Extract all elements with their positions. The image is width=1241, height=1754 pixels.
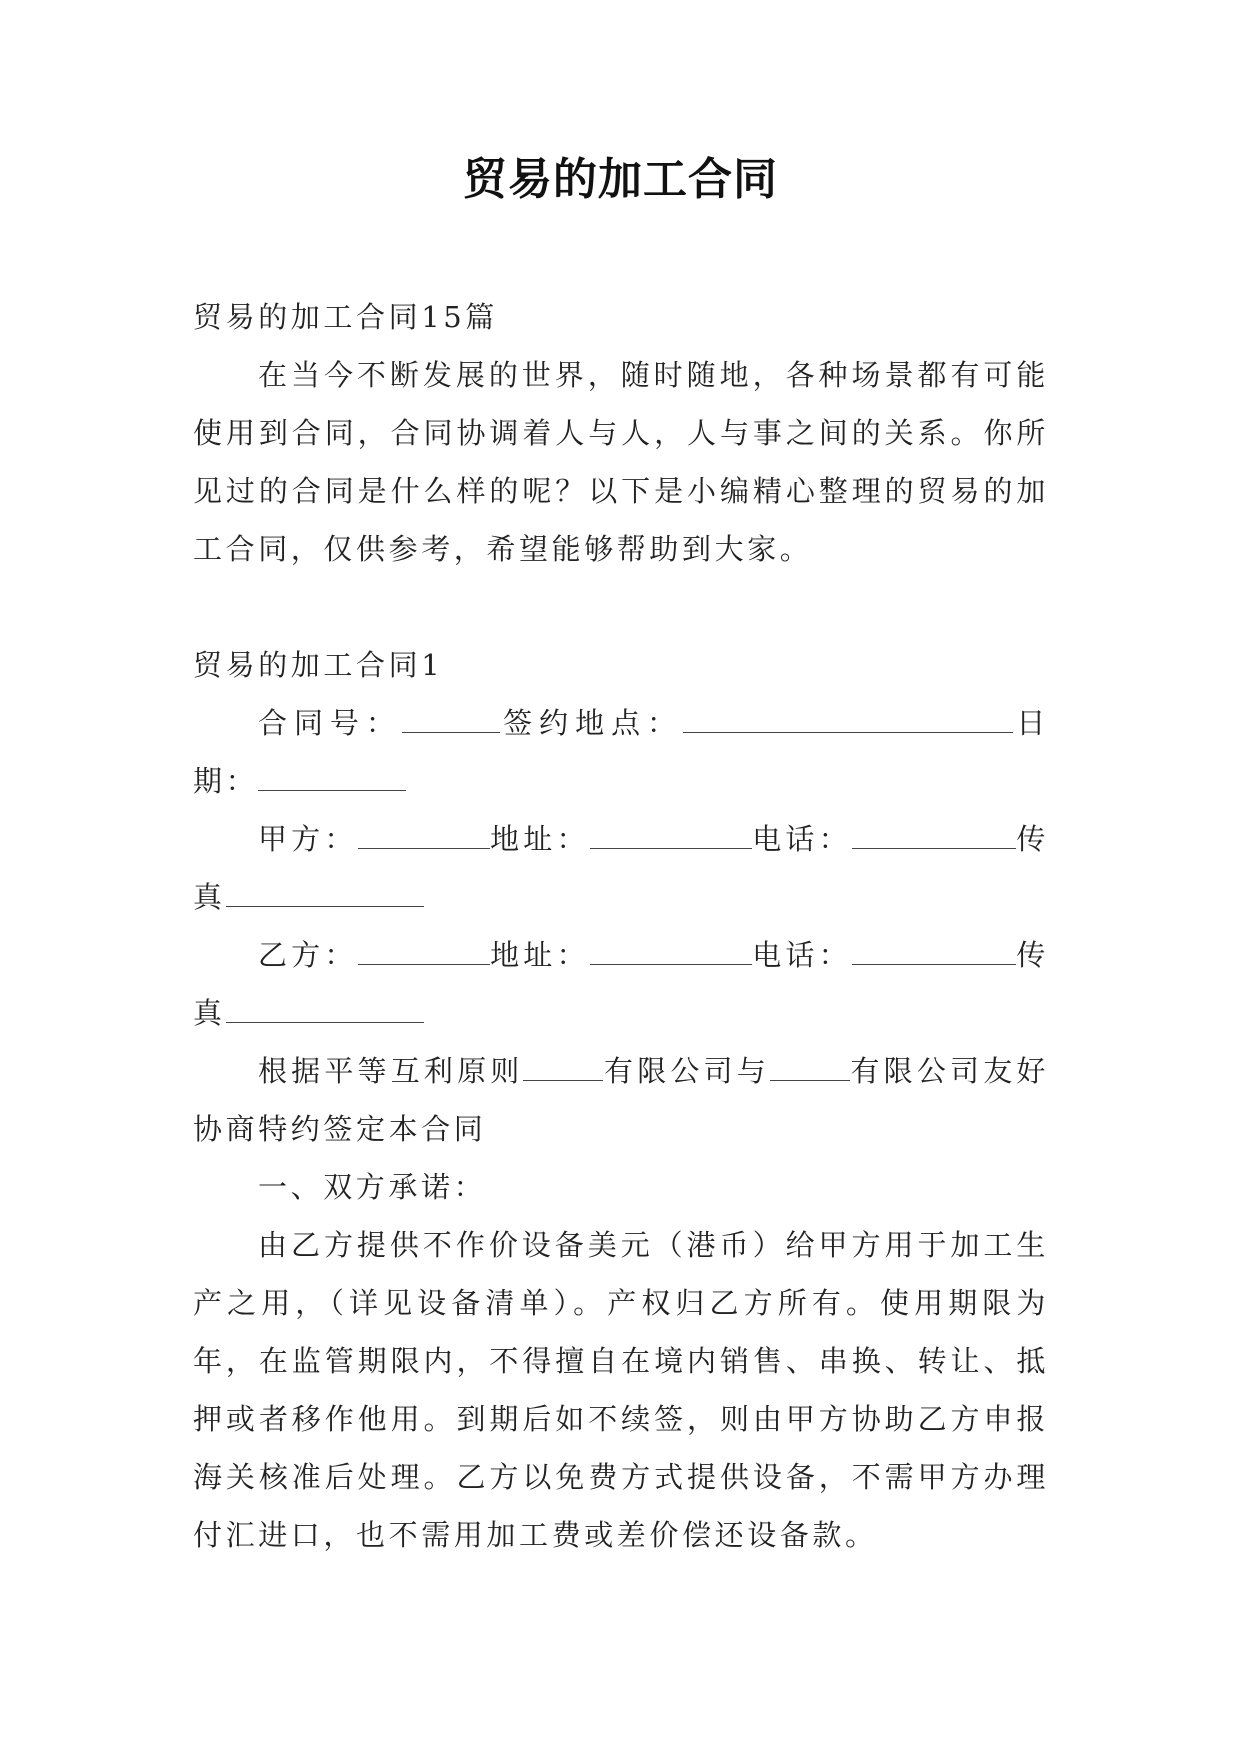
party-a-fax-label-part2: 真 xyxy=(193,880,226,914)
party-b-blank xyxy=(358,963,490,965)
document-body xyxy=(193,288,1049,1564)
basis-text-1: 根据平等互利原则 xyxy=(258,1054,524,1088)
party-b-fax-blank xyxy=(226,1021,424,1023)
date-blank xyxy=(258,789,406,791)
party-a-label: 甲方： xyxy=(258,822,358,856)
party-b-label: 乙方： xyxy=(258,938,358,972)
party-a-fax-label-part1: 传 xyxy=(1015,822,1049,856)
document-title: 贸易的加工合同 xyxy=(463,154,778,205)
party-b-phone-blank xyxy=(852,963,1016,965)
party-a-blank xyxy=(358,847,490,849)
contract-no-blank xyxy=(402,731,500,733)
party-b-fax-label-part2: 真 xyxy=(193,996,226,1030)
paragraph-gap xyxy=(193,578,1049,636)
party-b-line xyxy=(193,926,1049,1042)
sign-place-blank xyxy=(683,731,1013,733)
sign-place-label: 签约地点： xyxy=(499,706,684,740)
party-a-address-blank xyxy=(590,847,752,849)
company-b-blank xyxy=(770,1079,850,1081)
party-b-address-label: 地址： xyxy=(489,938,590,972)
basis-paragraph xyxy=(193,1042,1049,1158)
clause-1-text: 由乙方提供不作价设备美元（港币）给甲方用于加工生产之用，（详见设备清单）。产权归乙方所有。使用期限为年，在监管期限内，不得擅自在境内销售、串换、转让、抵押或者移作他用。到期后如不续签，则由甲方协助乙方申报海关核准后处理。乙方以免费方式提供设备，不需甲方办理付汇进口，也不需用加工费或差价偿还设备款。 xyxy=(193,1228,1049,1552)
basis-text-2: 有限公司与 xyxy=(603,1054,770,1088)
party-a-phone-blank xyxy=(852,847,1016,849)
party-a-phone-label: 电话： xyxy=(751,822,852,856)
party-b-address-blank xyxy=(590,963,752,965)
party-a-address-label: 地址： xyxy=(489,822,590,856)
basis-text-3: 有限公司友好协商特约签定本合同 xyxy=(193,1054,1049,1146)
intro-paragraph: 在当今不断发展的世界，随时随地，各种场景都有可能使用到合同，合同协调着人与人，人与事之间的关系。你所见过的合同是什么样的呢？以下是小编精心整理的贸易的加工合同，仅供参考，希望能够帮助到大家。 xyxy=(193,358,1049,566)
date-label: 日期： xyxy=(193,706,1049,798)
party-b-fax-label-part1: 传 xyxy=(1015,938,1049,972)
company-a-blank xyxy=(523,1079,603,1081)
clause-1-heading: 一、双方承诺： xyxy=(258,1170,487,1204)
party-a-fax-blank xyxy=(226,905,424,907)
party-b-phone-label: 电话： xyxy=(751,938,852,972)
party-a-line xyxy=(193,810,1049,926)
contract-no-label: 合同号： xyxy=(258,706,402,740)
contract-header-line xyxy=(193,694,1049,810)
collection-heading: 贸易的加工合同15篇 xyxy=(193,300,498,334)
section-heading: 贸易的加工合同1 xyxy=(193,648,444,682)
